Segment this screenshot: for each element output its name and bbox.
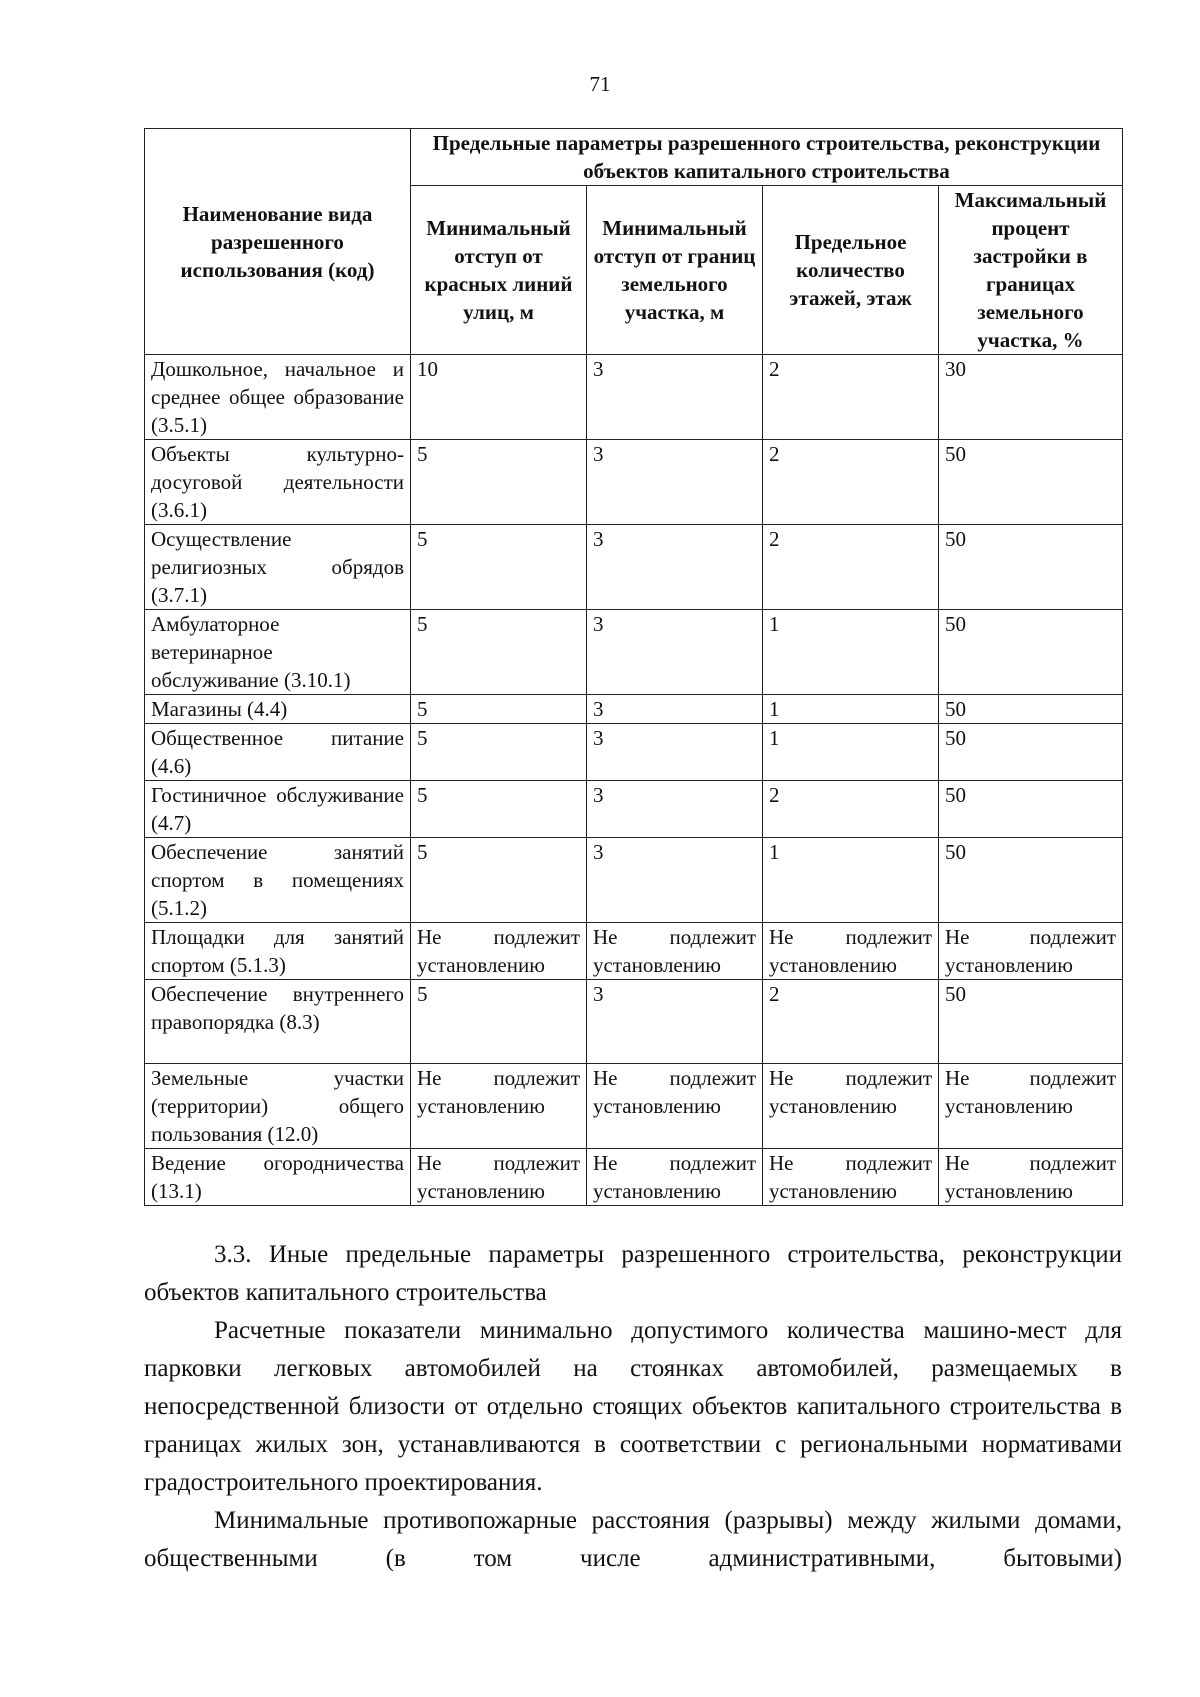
table-row bbox=[145, 440, 1123, 525]
row-value: 50 bbox=[939, 980, 1123, 1064]
row-value: 3 bbox=[587, 980, 763, 1064]
header-group: Предельные параметры разрешенного строительства, реконструкции объектов капитального строительства bbox=[411, 129, 1123, 186]
table-row bbox=[145, 1064, 1123, 1149]
row-name: Земельные участки (территории) общего пользования (12.0) bbox=[145, 1064, 411, 1149]
row-value: 2 bbox=[763, 781, 939, 838]
row-name: Амбулаторное ветеринарное обслуживание (3.10.1) bbox=[145, 610, 411, 695]
row-value: 1 bbox=[763, 610, 939, 695]
row-value: 3 bbox=[587, 781, 763, 838]
row-value: 5 bbox=[411, 440, 587, 525]
row-value: 50 bbox=[939, 610, 1123, 695]
table-row bbox=[145, 724, 1123, 781]
section-text bbox=[144, 1236, 1122, 1578]
table-row bbox=[145, 610, 1123, 695]
row-name: Гостиничное обслуживание (4.7) bbox=[145, 781, 411, 838]
row-value: 50 bbox=[939, 781, 1123, 838]
section-heading: 3.3. Иные предельные параметры разрешенного строительства, реконструкции объектов капитального строительства bbox=[144, 1241, 1122, 1306]
row-value: 50 bbox=[939, 838, 1123, 923]
table-row bbox=[145, 695, 1123, 724]
row-value: 10 bbox=[411, 355, 587, 440]
row-name: Объекты культурно-досуговой деятельности (3.6.1) bbox=[145, 440, 411, 525]
row-value: 3 bbox=[587, 525, 763, 610]
row-value: Не подлежит установлению bbox=[763, 923, 939, 980]
table-row bbox=[145, 781, 1123, 838]
row-value: 5 bbox=[411, 525, 587, 610]
row-value: 3 bbox=[587, 724, 763, 781]
row-value: Не подлежит установлению bbox=[411, 1064, 587, 1149]
row-value: Не подлежит установлению bbox=[939, 1149, 1123, 1206]
row-value: 1 bbox=[763, 838, 939, 923]
row-name: Магазины (4.4) bbox=[145, 695, 411, 724]
paragraph-parking: Расчетные показатели минимально допустимого количества машино-мест для парковки легковых автомобилей на стоянках автомобилей, размещаемых в непосредственной близости от отдельно стоящих объектов капитального строительства в границах жилых зон, устанавливаются в соответствии с региональными нормативами градостроительного проектирования. bbox=[144, 1317, 1122, 1496]
row-value: 30 bbox=[939, 355, 1123, 440]
parameters-table bbox=[144, 128, 1123, 1206]
table-row bbox=[145, 980, 1123, 1064]
row-value: 50 bbox=[939, 525, 1123, 610]
table-row bbox=[145, 355, 1123, 440]
row-value: Не подлежит установлению bbox=[411, 923, 587, 980]
row-value: Не подлежит установлению bbox=[939, 923, 1123, 980]
row-value: 3 bbox=[587, 440, 763, 525]
row-value: 5 bbox=[411, 781, 587, 838]
row-value: Не подлежит установлению bbox=[763, 1149, 939, 1206]
row-name: Общественное питание (4.6) bbox=[145, 724, 411, 781]
row-value: 2 bbox=[763, 355, 939, 440]
row-value: 50 bbox=[939, 440, 1123, 525]
row-name: Осуществление религиозных обрядов (3.7.1) bbox=[145, 525, 411, 610]
table-row bbox=[145, 838, 1123, 923]
header-column-building-percent: Максимальный процент застройки в границах земельного участка, % bbox=[939, 186, 1123, 355]
paragraph-fire-distances: Минимальные противопожарные расстояния (разрывы) между жилыми домами, общественными (в том числе административными, бытовыми) bbox=[144, 1507, 1122, 1572]
row-name: Обеспечение занятий спортом в помещениях (5.1.2) bbox=[145, 838, 411, 923]
row-name: Дошкольное, начальное и среднее общее образование (3.5.1) bbox=[145, 355, 411, 440]
page-number: 71 bbox=[589, 72, 611, 96]
table-row bbox=[145, 525, 1123, 610]
header-column-plot-borders: Минимальный отступ от границ земельного участка, м bbox=[587, 186, 763, 355]
row-value: Не подлежит установлению bbox=[763, 1064, 939, 1149]
row-value: Не подлежит установлению bbox=[939, 1064, 1123, 1149]
row-value: 5 bbox=[411, 695, 587, 724]
row-value: 5 bbox=[411, 724, 587, 781]
row-value: 2 bbox=[763, 440, 939, 525]
row-name: Ведение огородничества (13.1) bbox=[145, 1149, 411, 1206]
header-column-red-lines: Минимальный отступ от красных линий улиц, м bbox=[411, 186, 587, 355]
row-value: Не подлежит установлению bbox=[411, 1149, 587, 1206]
row-name: Обеспечение внутреннего правопорядка (8.3) bbox=[145, 980, 411, 1064]
row-value: 2 bbox=[763, 525, 939, 610]
table-row bbox=[145, 923, 1123, 980]
row-value: 1 bbox=[763, 695, 939, 724]
row-value: 3 bbox=[587, 610, 763, 695]
row-value: 5 bbox=[411, 610, 587, 695]
row-value: 3 bbox=[587, 838, 763, 923]
table-row bbox=[145, 1149, 1123, 1206]
row-value: 3 bbox=[587, 355, 763, 440]
row-value: 1 bbox=[763, 724, 939, 781]
row-value: Не подлежит установлению bbox=[587, 923, 763, 980]
row-value: Не подлежит установлению bbox=[587, 1149, 763, 1206]
row-value: 5 bbox=[411, 838, 587, 923]
header-name-column: Наименование вида разрешенного использования (код) bbox=[145, 129, 411, 355]
row-value: 50 bbox=[939, 695, 1123, 724]
row-value: Не подлежит установлению bbox=[587, 1064, 763, 1149]
row-value: 50 bbox=[939, 724, 1123, 781]
row-value: 2 bbox=[763, 980, 939, 1064]
row-value: 3 bbox=[587, 695, 763, 724]
header-column-floors: Предельное количество этажей, этаж bbox=[763, 186, 939, 355]
row-value: 5 bbox=[411, 980, 587, 1064]
row-name: Площадки для занятий спортом (5.1.3) bbox=[145, 923, 411, 980]
